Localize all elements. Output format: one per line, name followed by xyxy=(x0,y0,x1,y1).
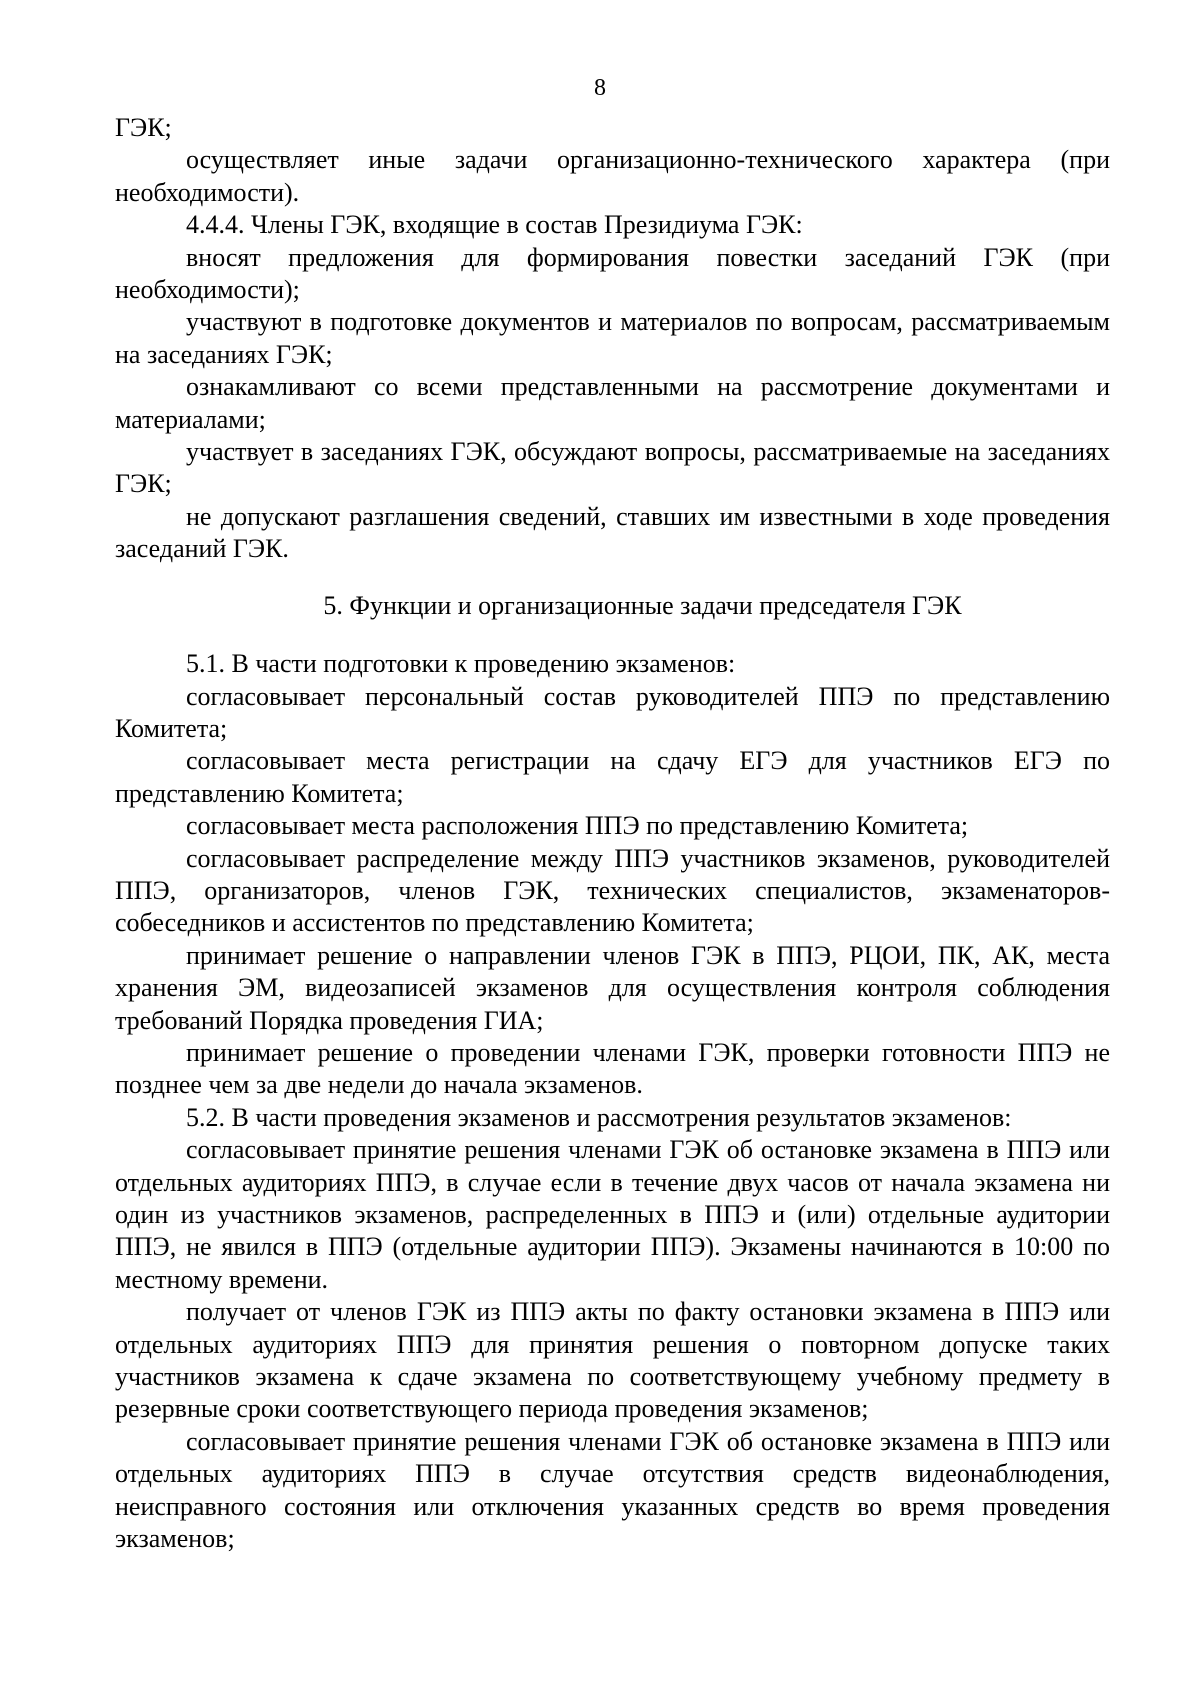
paragraph: согласовывает распределение между ППЭ участников экзаменов, руководителей ППЭ, организаторов, членов ГЭК, технических специалистов, экзаменаторов-собеседников и ассистентов по представлению Комитета; xyxy=(115,843,1110,938)
paragraph: согласовывает принятие решения членами ГЭК об остановке экзамена в ППЭ или отдельных аудиториях ППЭ, в случае если в течение двух часов от начала экзамена ни один из участников экзаменов, распределенных в ППЭ и (или) отдельные аудитории ППЭ, не явился в ППЭ (отдельные аудитории ППЭ). Экзамены начинаются в 10:00 по местному времени. xyxy=(115,1135,1110,1294)
paragraph: согласовывает принятие решения членами ГЭК об остановке экзамена в ППЭ или отдельных аудиториях ППЭ в случае отсутствия средств видеонаблюдения, неисправного состояния или отключения указанных средств во время проведения экзаменов; xyxy=(115,1426,1110,1554)
paragraph: получает от членов ГЭК из ППЭ акты по факту остановки экзамена в ППЭ или отдельных аудиториях ППЭ для принятия решения о повторном допуске таких участников экзамена к сдаче экзамена по соответствующему учебному предмету в резервные сроки соответствующего периода проведения экзаменов; xyxy=(115,1297,1110,1424)
paragraph: участвует в заседаниях ГЭК, обсуждают вопросы, рассматриваемые на заседаниях ГЭК; xyxy=(115,437,1110,499)
paragraph: принимает решение о проведении членами ГЭК, проверки готовности ППЭ не позднее чем за две недели до начала экзаменов. xyxy=(115,1037,1110,1100)
document-body xyxy=(115,112,1110,1555)
page-number: 8 xyxy=(594,75,606,101)
paragraph: согласовывает места регистрации на сдачу ЕГЭ для участников ЕГЭ по представлению Комитета; xyxy=(115,746,1110,808)
paragraph: 5.2. В части проведения экзаменов и рассмотрения результатов экзаменов: xyxy=(186,1102,1012,1132)
paragraph: участвуют в подготовке документов и материалов по вопросам, рассматриваемым на заседаниях ГЭК; xyxy=(115,307,1110,369)
paragraph: согласовывает персональный состав руководителей ППЭ по представлению Комитета; xyxy=(115,681,1110,743)
paragraph: согласовывает места расположения ППЭ по представлению Комитета; xyxy=(186,811,969,841)
paragraph: ознакамливают со всеми представленными на рассмотрение документами и материалами; xyxy=(115,372,1110,434)
section-heading: 5. Функции и организационные задачи председателя ГЭК xyxy=(323,590,962,620)
paragraph: 5.1. В части подготовки к проведению экзаменов: xyxy=(186,649,736,679)
paragraph: осуществляет иные задачи организационно-технического характера (при необходимости). xyxy=(115,145,1110,207)
paragraph: принимает решение о направлении членов ГЭК в ППЭ, РЦОИ, ПК, АК, места хранения ЭМ, видеозаписей экзаменов для осуществления контроля соблюдения требований Порядка проведения ГИА; xyxy=(115,940,1110,1035)
paragraph: ГЭК; xyxy=(115,113,172,142)
paragraph: 4.4.4. Члены ГЭК, входящие в состав Президиума ГЭК: xyxy=(186,210,803,240)
paragraph: вносят предложения для формирования повестки заседаний ГЭК (при необходимости); xyxy=(115,242,1110,305)
paragraph: не допускают разглашения сведений, ставших им известными в ходе проведения заседаний ГЭК. xyxy=(115,501,1110,564)
